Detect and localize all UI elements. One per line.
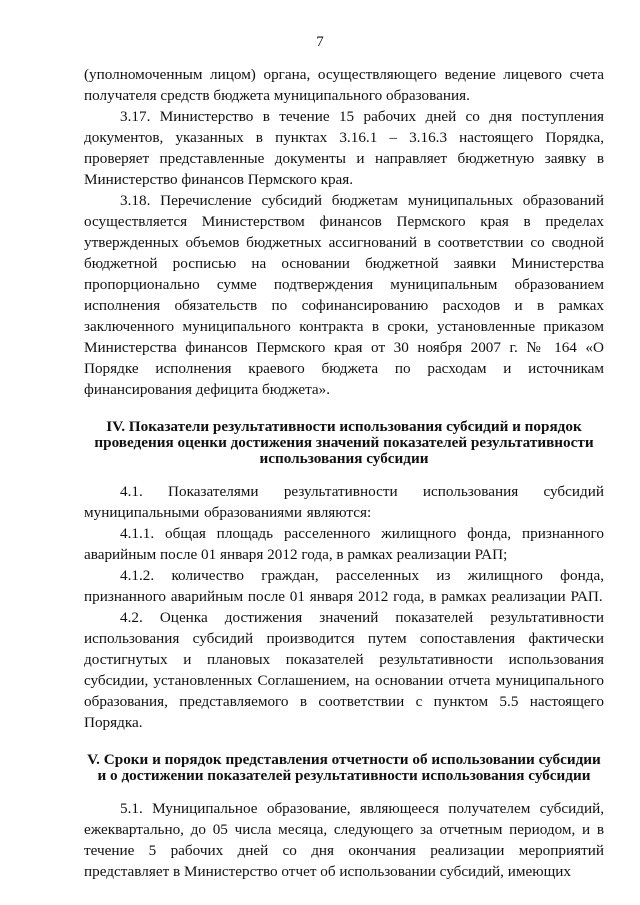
page-number: 7 <box>316 34 324 50</box>
spacer <box>84 467 604 481</box>
paragraph-3-18: 3.18. Перечисление субсидий бюджетам муниципальных образований осуществляется Министерством финансов Пермского края в пределах утвержденных объемов бюджетных ассигнований в соответствии со сводной бюджетной росписью на основании бюджетной заявки Министерства пропорционально сумме подтверждения муниципальным образованием исполнения обязательств по софинансированию расходов и в рамках заключенного муниципального контракта в сроки, установленные приказом Министерства финансов Пермского края от 30 ноября 2007 г. № 164 «О Порядке исполнения краевого бюджета по расходам и источникам финансирования дефицита бюджета». <box>84 192 604 398</box>
paragraph-4-1: 4.1. Показателями результативности использования субсидий муниципальными образованиями являются: <box>84 483 604 521</box>
paragraph-4-1-2: 4.1.2. количество граждан, расселенных из жилищного фонда, признанного аварийным после 01 января 2012 года, в рамках реализации РАП. <box>84 567 604 605</box>
paragraph-continuation: (уполномоченным лицом) органа, осуществляющего ведение лицевого счета получателя средств бюджета муниципального образования. <box>84 66 604 104</box>
paragraph-3-17: 3.17. Министерство в течение 15 рабочих дней со дня поступления документов, указанных в пунктах 3.16.1 – 3.16.3 настоящего Порядка, проверяет представленные документы и направляет бюджетную заявку в Министерство финансов Пермского края. <box>84 108 604 188</box>
paragraph-5-1: 5.1. Муниципальное образование, являющееся получателем субсидий, ежеквартально, до 05 числа месяца, следующего за отчетным периодом, и в течение 5 рабочих дней со дня окончания реализации мероприятий представляет в Министерство отчет об использовании субсидий, имеющих <box>84 800 604 880</box>
document-body <box>84 64 604 882</box>
section-5-heading: V. Сроки и порядок представления отчетности об использовании субсидии и о достижении показателей результативности использования субсидии <box>87 751 601 784</box>
paragraph-4-1-1: 4.1.1. общая площадь расселенного жилищного фонда, признанного аварийным после 01 января 2012 года, в рамках реализации РАП; <box>84 525 604 563</box>
spacer <box>84 733 604 752</box>
spacer <box>84 784 604 798</box>
paragraph-4-2: 4.2. Оценка достижения значений показателей результативности использования субсидий производится путем сопоставления фактически достигнутых и плановых показателей результативности использования субсидии, установленных Соглашением, на основании отчета муниципального образования, представляемого в соответствии с пунктом 5.5 настоящего Порядка. <box>84 609 604 731</box>
spacer <box>84 400 604 419</box>
section-4-heading: IV. Показатели результативности использования субсидий и порядок проведения оценки достижения значений показателей результативности использования субсидии <box>94 418 594 467</box>
